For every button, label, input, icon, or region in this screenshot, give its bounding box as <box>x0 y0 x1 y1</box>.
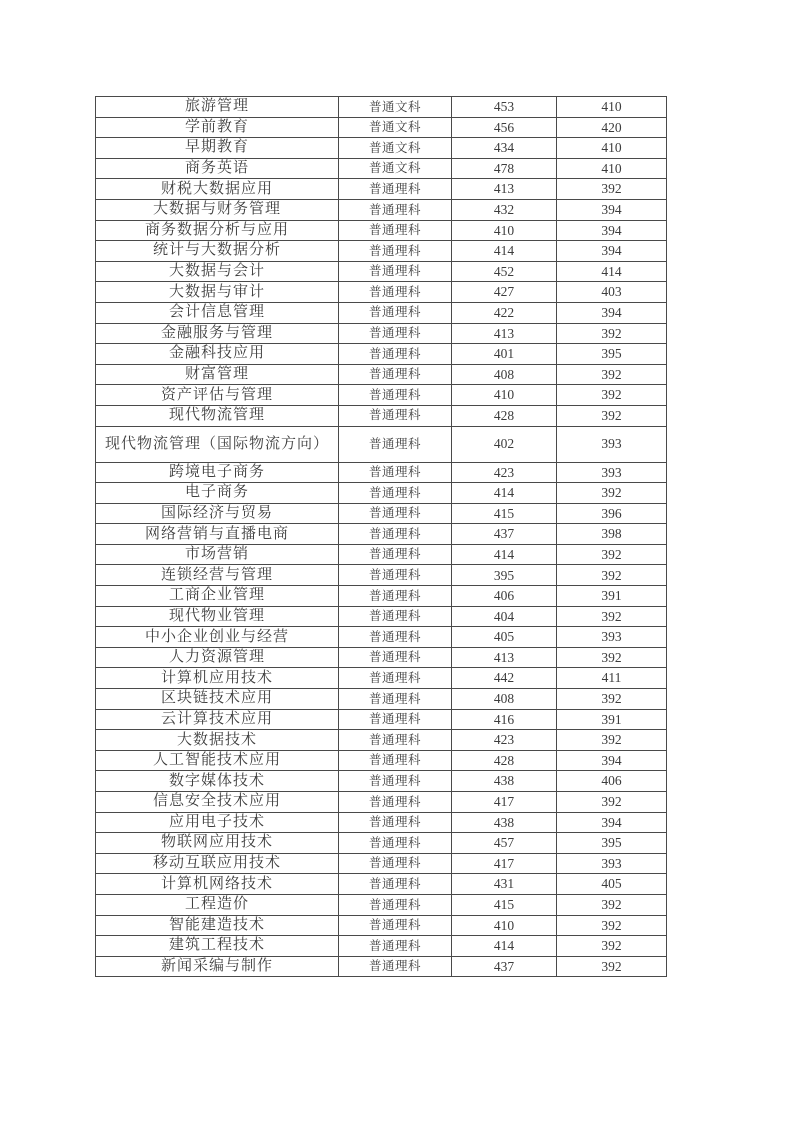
cell-category: 普通理科 <box>339 792 452 813</box>
table-row <box>96 874 667 895</box>
table-row <box>96 730 667 751</box>
cell-score-a: 413 <box>452 179 557 200</box>
cell-score-b: 393 <box>557 462 667 483</box>
table-row <box>96 220 667 241</box>
table-row <box>96 344 667 365</box>
table-row <box>96 199 667 220</box>
cell-major-name: 电子商务 <box>96 483 339 504</box>
cell-score-a: 442 <box>452 668 557 689</box>
cell-score-b: 392 <box>557 915 667 936</box>
cell-major-name: 新闻采编与制作 <box>96 956 339 977</box>
cell-major-name: 云计算技术应用 <box>96 709 339 730</box>
cell-category: 普通理科 <box>339 462 452 483</box>
cell-category: 普通理科 <box>339 730 452 751</box>
cell-score-b: 395 <box>557 833 667 854</box>
cell-score-a: 431 <box>452 874 557 895</box>
cell-score-b: 392 <box>557 956 667 977</box>
cell-score-b: 394 <box>557 302 667 323</box>
table-row <box>96 302 667 323</box>
table-row <box>96 503 667 524</box>
cell-score-b: 410 <box>557 138 667 159</box>
cell-score-b: 406 <box>557 771 667 792</box>
table-row <box>96 364 667 385</box>
cell-category: 普通理科 <box>339 709 452 730</box>
table-row <box>96 565 667 586</box>
cell-category: 普通理科 <box>339 771 452 792</box>
table-row <box>96 138 667 159</box>
cell-score-b: 394 <box>557 241 667 262</box>
cell-major-name: 市场营销 <box>96 544 339 565</box>
cell-score-b: 392 <box>557 647 667 668</box>
cell-category: 普通理科 <box>339 689 452 710</box>
cell-category: 普通理科 <box>339 956 452 977</box>
cell-category: 普通文科 <box>339 117 452 138</box>
cell-major-name: 计算机应用技术 <box>96 668 339 689</box>
table-row <box>96 524 667 545</box>
table-row <box>96 483 667 504</box>
cell-score-a: 401 <box>452 344 557 365</box>
cell-score-b: 391 <box>557 586 667 607</box>
cell-score-a: 438 <box>452 812 557 833</box>
cell-score-a: 457 <box>452 833 557 854</box>
cell-score-a: 434 <box>452 138 557 159</box>
cell-major-name: 人力资源管理 <box>96 647 339 668</box>
cell-score-b: 391 <box>557 709 667 730</box>
cell-score-b: 392 <box>557 385 667 406</box>
cell-major-name: 商务数据分析与应用 <box>96 220 339 241</box>
cell-score-b: 405 <box>557 874 667 895</box>
cell-score-b: 403 <box>557 282 667 303</box>
table-row <box>96 771 667 792</box>
admission-score-table <box>95 96 667 977</box>
cell-score-a: 405 <box>452 627 557 648</box>
cell-score-a: 437 <box>452 524 557 545</box>
cell-score-a: 413 <box>452 647 557 668</box>
cell-score-b: 392 <box>557 179 667 200</box>
cell-score-a: 423 <box>452 730 557 751</box>
table-row <box>96 405 667 426</box>
cell-category: 普通理科 <box>339 894 452 915</box>
table-row <box>96 158 667 179</box>
cell-score-a: 413 <box>452 323 557 344</box>
cell-category: 普通理科 <box>339 812 452 833</box>
cell-major-name: 计算机网络技术 <box>96 874 339 895</box>
cell-score-a: 402 <box>452 426 557 462</box>
cell-category: 普通理科 <box>339 606 452 627</box>
cell-category: 普通理科 <box>339 936 452 957</box>
cell-score-a: 395 <box>452 565 557 586</box>
cell-score-a: 408 <box>452 689 557 710</box>
cell-score-a: 423 <box>452 462 557 483</box>
cell-score-b: 410 <box>557 158 667 179</box>
cell-major-name: 中小企业创业与经营 <box>96 627 339 648</box>
cell-category: 普通理科 <box>339 874 452 895</box>
table-row <box>96 668 667 689</box>
table-row <box>96 936 667 957</box>
table-row <box>96 853 667 874</box>
cell-category: 普通理科 <box>339 647 452 668</box>
cell-major-name: 会计信息管理 <box>96 302 339 323</box>
cell-major-name: 数字媒体技术 <box>96 771 339 792</box>
cell-major-name: 国际经济与贸易 <box>96 503 339 524</box>
cell-major-name: 现代物流管理（国际物流方向） <box>96 426 339 462</box>
cell-score-b: 393 <box>557 426 667 462</box>
cell-major-name: 统计与大数据分析 <box>96 241 339 262</box>
table-row <box>96 282 667 303</box>
cell-category: 普通理科 <box>339 503 452 524</box>
cell-score-b: 392 <box>557 565 667 586</box>
cell-score-b: 392 <box>557 936 667 957</box>
table-row <box>96 915 667 936</box>
cell-score-b: 392 <box>557 894 667 915</box>
cell-score-a: 438 <box>452 771 557 792</box>
cell-score-a: 428 <box>452 750 557 771</box>
cell-score-a: 417 <box>452 853 557 874</box>
cell-score-a: 432 <box>452 199 557 220</box>
cell-score-a: 417 <box>452 792 557 813</box>
cell-score-b: 420 <box>557 117 667 138</box>
cell-category: 普通理科 <box>339 565 452 586</box>
cell-score-b: 392 <box>557 730 667 751</box>
cell-score-a: 422 <box>452 302 557 323</box>
cell-score-a: 453 <box>452 97 557 118</box>
table-row <box>96 792 667 813</box>
cell-score-b: 392 <box>557 792 667 813</box>
cell-major-name: 人工智能技术应用 <box>96 750 339 771</box>
cell-category: 普通理科 <box>339 483 452 504</box>
cell-score-b: 392 <box>557 689 667 710</box>
cell-score-b: 392 <box>557 323 667 344</box>
cell-major-name: 应用电子技术 <box>96 812 339 833</box>
table-row <box>96 750 667 771</box>
cell-category: 普通理科 <box>339 302 452 323</box>
cell-score-a: 414 <box>452 544 557 565</box>
cell-score-b: 392 <box>557 483 667 504</box>
cell-major-name: 大数据技术 <box>96 730 339 751</box>
cell-major-name: 移动互联应用技术 <box>96 853 339 874</box>
table-row <box>96 586 667 607</box>
cell-category: 普通理科 <box>339 668 452 689</box>
cell-major-name: 工商企业管理 <box>96 586 339 607</box>
cell-score-b: 394 <box>557 750 667 771</box>
score-table-body <box>96 97 667 977</box>
table-row <box>96 647 667 668</box>
cell-score-b: 392 <box>557 606 667 627</box>
cell-major-name: 智能建造技术 <box>96 915 339 936</box>
table-row <box>96 544 667 565</box>
cell-score-a: 427 <box>452 282 557 303</box>
cell-score-b: 394 <box>557 220 667 241</box>
cell-category: 普通文科 <box>339 138 452 159</box>
cell-category: 普通理科 <box>339 241 452 262</box>
cell-score-b: 411 <box>557 668 667 689</box>
cell-category: 普通理科 <box>339 385 452 406</box>
cell-score-a: 415 <box>452 894 557 915</box>
cell-major-name: 早期教育 <box>96 138 339 159</box>
cell-category: 普通理科 <box>339 179 452 200</box>
cell-major-name: 现代物流管理 <box>96 405 339 426</box>
cell-major-name: 物联网应用技术 <box>96 833 339 854</box>
cell-category: 普通理科 <box>339 323 452 344</box>
cell-score-a: 414 <box>452 483 557 504</box>
cell-major-name: 旅游管理 <box>96 97 339 118</box>
cell-category: 普通理科 <box>339 261 452 282</box>
table-row <box>96 627 667 648</box>
cell-score-b: 398 <box>557 524 667 545</box>
cell-category: 普通理科 <box>339 199 452 220</box>
table-row <box>96 179 667 200</box>
cell-score-b: 393 <box>557 627 667 648</box>
table-row <box>96 956 667 977</box>
cell-major-name: 区块链技术应用 <box>96 689 339 710</box>
cell-major-name: 大数据与财务管理 <box>96 199 339 220</box>
cell-score-b: 394 <box>557 199 667 220</box>
cell-category: 普通理科 <box>339 627 452 648</box>
cell-major-name: 金融服务与管理 <box>96 323 339 344</box>
cell-score-a: 414 <box>452 936 557 957</box>
cell-major-name: 学前教育 <box>96 117 339 138</box>
cell-major-name: 网络营销与直播电商 <box>96 524 339 545</box>
cell-category: 普通理科 <box>339 426 452 462</box>
cell-score-b: 392 <box>557 364 667 385</box>
cell-score-b: 392 <box>557 405 667 426</box>
cell-score-b: 395 <box>557 344 667 365</box>
cell-score-b: 414 <box>557 261 667 282</box>
cell-score-a: 404 <box>452 606 557 627</box>
table-row <box>96 812 667 833</box>
cell-major-name: 跨境电子商务 <box>96 462 339 483</box>
cell-score-b: 393 <box>557 853 667 874</box>
cell-category: 普通理科 <box>339 915 452 936</box>
cell-major-name: 大数据与审计 <box>96 282 339 303</box>
cell-score-a: 456 <box>452 117 557 138</box>
cell-major-name: 财富管理 <box>96 364 339 385</box>
cell-major-name: 金融科技应用 <box>96 344 339 365</box>
cell-major-name: 商务英语 <box>96 158 339 179</box>
cell-category: 普通理科 <box>339 364 452 385</box>
cell-score-a: 406 <box>452 586 557 607</box>
cell-score-a: 410 <box>452 220 557 241</box>
cell-major-name: 资产评估与管理 <box>96 385 339 406</box>
cell-score-b: 410 <box>557 97 667 118</box>
table-row <box>96 261 667 282</box>
table-row <box>96 97 667 118</box>
cell-score-a: 452 <box>452 261 557 282</box>
cell-major-name: 连锁经营与管理 <box>96 565 339 586</box>
table-row <box>96 426 667 462</box>
cell-category: 普通理科 <box>339 544 452 565</box>
cell-score-a: 408 <box>452 364 557 385</box>
cell-score-b: 392 <box>557 544 667 565</box>
table-row <box>96 709 667 730</box>
table-row <box>96 833 667 854</box>
cell-category: 普通理科 <box>339 750 452 771</box>
cell-category: 普通理科 <box>339 220 452 241</box>
cell-category: 普通理科 <box>339 405 452 426</box>
cell-score-a: 410 <box>452 385 557 406</box>
table-row <box>96 385 667 406</box>
cell-score-a: 428 <box>452 405 557 426</box>
cell-category: 普通理科 <box>339 282 452 303</box>
table-row <box>96 241 667 262</box>
cell-major-name: 信息安全技术应用 <box>96 792 339 813</box>
table-row <box>96 689 667 710</box>
table-row <box>96 117 667 138</box>
cell-major-name: 大数据与会计 <box>96 261 339 282</box>
cell-score-a: 410 <box>452 915 557 936</box>
cell-category: 普通理科 <box>339 524 452 545</box>
cell-score-a: 415 <box>452 503 557 524</box>
cell-category: 普通文科 <box>339 158 452 179</box>
cell-score-a: 416 <box>452 709 557 730</box>
cell-category: 普通文科 <box>339 97 452 118</box>
cell-category: 普通理科 <box>339 853 452 874</box>
cell-score-a: 437 <box>452 956 557 977</box>
table-row <box>96 606 667 627</box>
cell-score-a: 414 <box>452 241 557 262</box>
table-row <box>96 462 667 483</box>
cell-major-name: 工程造价 <box>96 894 339 915</box>
cell-category: 普通理科 <box>339 586 452 607</box>
cell-score-b: 396 <box>557 503 667 524</box>
cell-category: 普通理科 <box>339 833 452 854</box>
cell-score-a: 478 <box>452 158 557 179</box>
table-row <box>96 894 667 915</box>
cell-category: 普通理科 <box>339 344 452 365</box>
cell-score-b: 394 <box>557 812 667 833</box>
cell-major-name: 建筑工程技术 <box>96 936 339 957</box>
cell-major-name: 财税大数据应用 <box>96 179 339 200</box>
table-row <box>96 323 667 344</box>
cell-major-name: 现代物业管理 <box>96 606 339 627</box>
